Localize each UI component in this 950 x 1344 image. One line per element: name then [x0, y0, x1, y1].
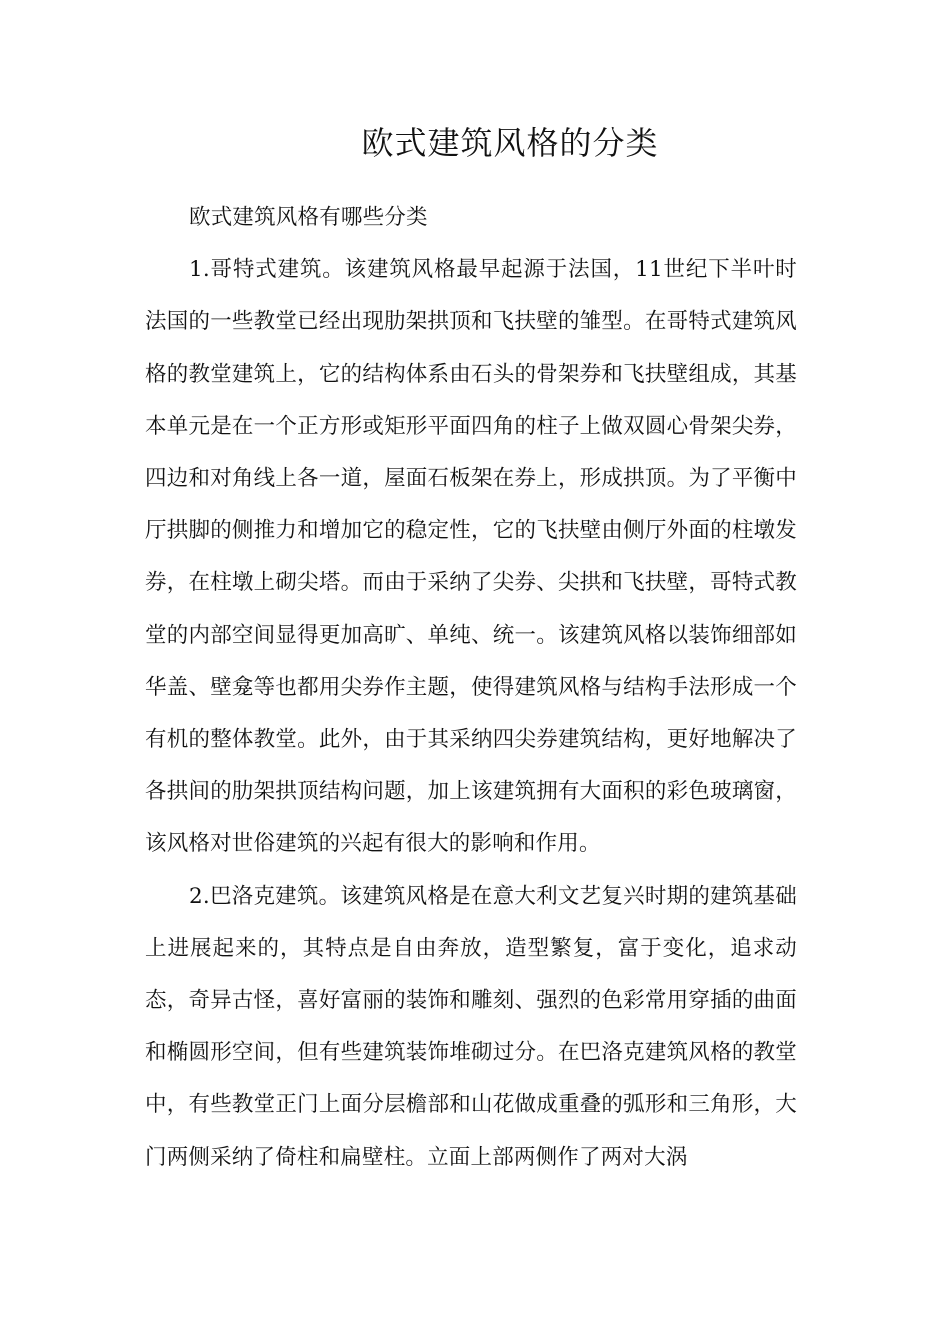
- paragraph-gothic: 1.哥特式建筑。该建筑风格最早起源于法国，11世纪下半叶时法国的一些教堂已经出现肋架拱顶和飞扶壁的雏型。在哥特式建筑风格的教堂建筑上，它的结构体系由石头的骨架券和飞扶壁组成，其基本单元是在一个正方形或矩形平面四角的柱子上做双圆心骨架尖券，四边和对角线上各一道，屋面石板架在券上，形成拱顶。为了平衡中厅拱脚的侧推力和增加它的稳定性，它的飞扶壁由侧厅外面的柱墩发券，在柱墩上砌尖塔。而由于采纳了尖券、尖拱和飞扶壁，哥特式教堂的内部空间显得更加高旷、单纯、统一。该建筑风格以装饰细部如华盖、壁龛等也都用尖券作主题，使得建筑风格与结构手法形成一个有机的整体教堂。此外，由于其采纳四尖券建筑结构，更好地解决了各拱间的肋架拱顶结构问题，加上该建筑拥有大面积的彩色玻璃窗，该风格对世俗建筑的兴起有很大的影响和作用。: [145, 257, 797, 857]
- paragraph-baroque: 2.巴洛克建筑。该建筑风格是在意大利文艺复兴时期的建筑基础上进展起来的，其特点是自由奔放，造型繁复，富于变化，追求动态，奇异古怪，喜好富丽的装饰和雕刻、强烈的色彩常用穿插的曲面和椭圆形空间，但有些建筑装饰堆砌过分。在巴洛克建筑风格的教堂中，有些教堂正门上面分层檐部和山花做成重叠的弧形和三角形，大门两侧采纳了倚柱和扁壁柱。立面上部两侧作了两对大涡: [145, 883, 797, 1170]
- document-body: [145, 192, 797, 1184]
- paragraph-subtitle: 欧式建筑风格有哪些分类: [189, 205, 428, 230]
- document-title: 欧式建筑风格的分类: [361, 124, 659, 162]
